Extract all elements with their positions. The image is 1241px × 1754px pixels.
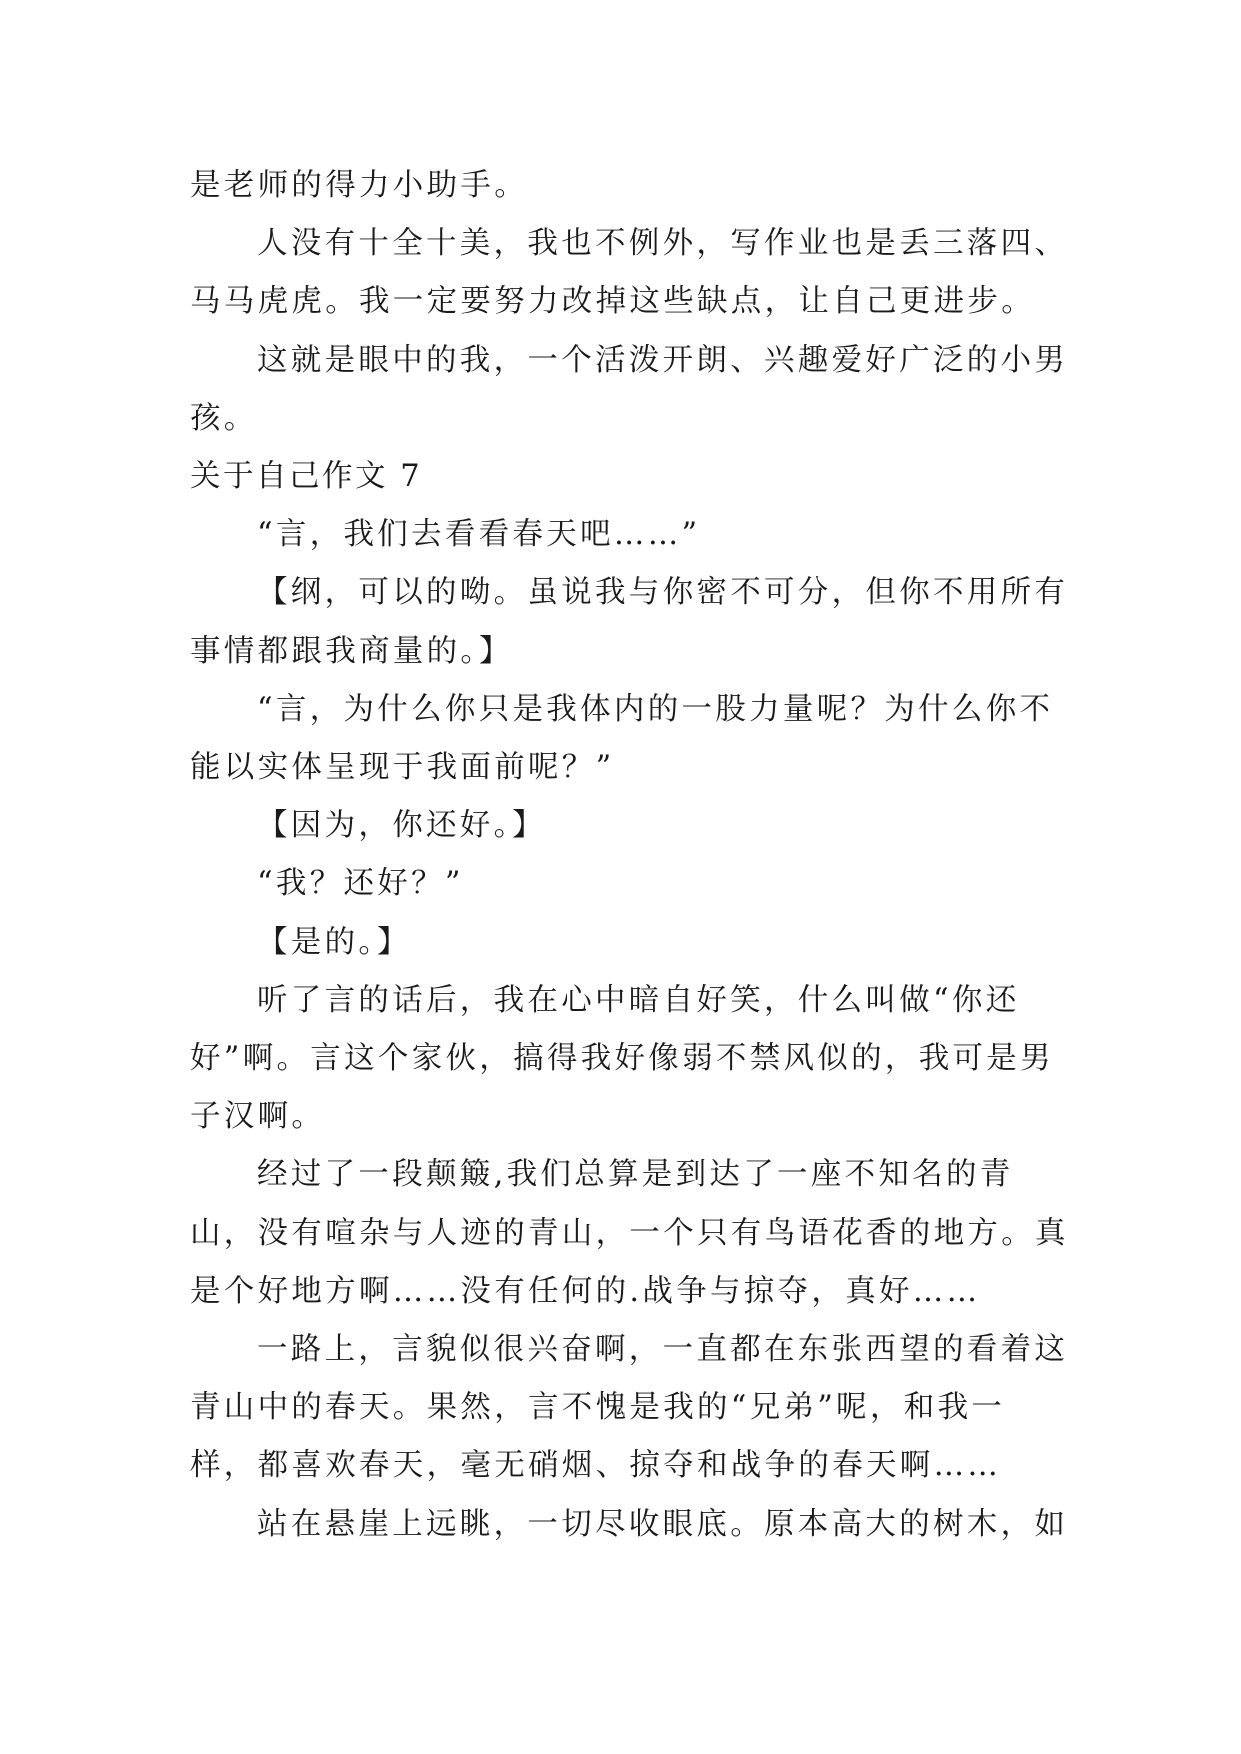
paragraph: 【因为，你还好。】 bbox=[257, 808, 546, 844]
document-body bbox=[190, 157, 1070, 1554]
paragraph: 是老师的得力小助手。 bbox=[190, 168, 528, 203]
paragraph: “言，为什么你只是我体内的一股力量呢？为什么你不能以实体呈现于我面前呢？” bbox=[190, 691, 1054, 786]
paragraph: 站在悬崖上远眺，一切尽收眼底。原本高大的树木，如 bbox=[257, 1506, 1069, 1542]
section-heading: 关于自己作文 7 bbox=[190, 459, 423, 495]
paragraph: “我？还好？” bbox=[257, 866, 464, 902]
paragraph: 【纲，可以的呦。虽说我与你密不可分，但你不用所有事情都跟我商量的。】 bbox=[190, 575, 1069, 669]
paragraph: “言，我们去看看春天吧……” bbox=[257, 517, 701, 553]
paragraph: 【是的。】 bbox=[257, 924, 411, 960]
paragraph: 这就是眼中的我，一个活泼开朗、兴趣爱好广泛的小男孩。 bbox=[190, 342, 1069, 436]
paragraph: 经过了一段颠簸,我们总算是到达了一座不知名的青山，没有喧杂与人迹的青山，一个只有鸟语花香的地方。真是个好地方啊……没有任何的.战争与掠夺，真好…… bbox=[190, 1157, 1069, 1309]
paragraph: 人没有十全十美，我也不例外，写作业也是丢三落四、马马虎虎。我一定要努力改掉这些缺点，让自己更进步。 bbox=[190, 226, 1069, 320]
paragraph: 听了言的话后，我在心中暗自好笑，什么叫做“你还好”啊。言这个家伙，搞得我好像弱不禁风似的，我可是男子汉啊。 bbox=[190, 982, 1054, 1135]
paragraph: 一路上，言貌似很兴奋啊，一直都在东张西望的看着这青山中的春天。果然，言不愧是我的“兄弟”呢，和我一样，都喜欢春天，毫无硝烟、掠夺和战争的春天啊…… bbox=[190, 1332, 1069, 1484]
